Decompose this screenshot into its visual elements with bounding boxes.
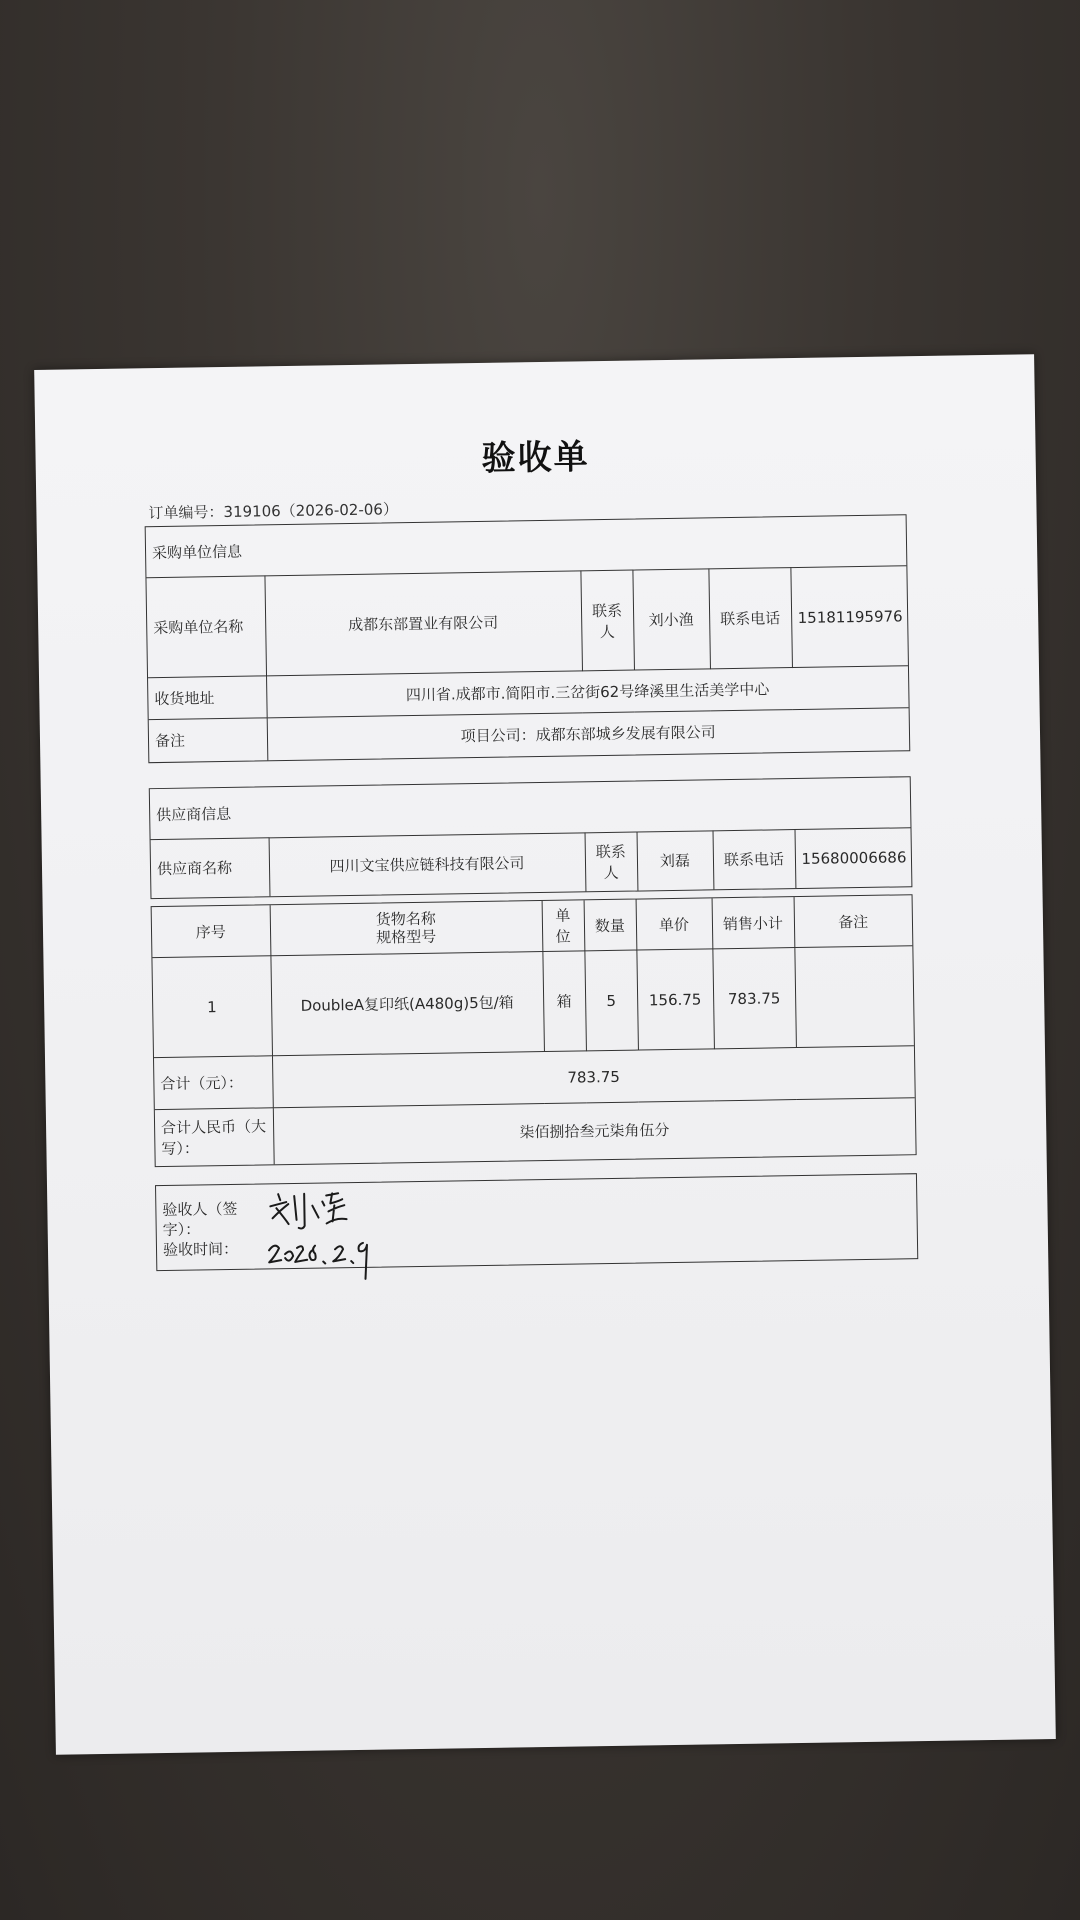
header-price: 单价 <box>636 898 713 950</box>
row-subtotal: 783.75 <box>712 948 796 1049</box>
row-unit: 箱 <box>542 951 586 1052</box>
header-goods-name-line2: 规格型号 <box>375 927 437 947</box>
row-remark <box>794 946 914 1048</box>
buyer-remark-label: 备注 <box>149 718 268 762</box>
total-label: 合计（元）： <box>154 1056 273 1110</box>
acceptance-box <box>155 1173 918 1271</box>
supplier-name-label: 供应商名称 <box>151 838 270 898</box>
header-seq: 序号 <box>152 905 271 957</box>
address-label: 收货地址 <box>148 676 267 720</box>
supplier-info-table <box>149 776 913 898</box>
acceptance-time-label: 验收时间： <box>162 1239 239 1260</box>
buyer-contact-label: 联系人 <box>580 570 634 671</box>
table-row <box>152 946 913 1058</box>
receiver-label-line1: 验收人（签 <box>162 1199 238 1220</box>
row-qty: 5 <box>584 950 638 1051</box>
row-goods-name: DoubleA复印纸(A480g)5包/箱 <box>270 952 544 1056</box>
supplier-phone-label: 联系电话 <box>713 830 796 889</box>
total-cn-amount: 柒佰捌拾叁元柒角伍分 <box>273 1098 916 1164</box>
buyer-section-title: 采购单位信息 <box>146 515 907 577</box>
buyer-name-label: 采购单位名称 <box>146 576 266 678</box>
row-price: 156.75 <box>636 949 714 1050</box>
header-qty: 数量 <box>584 900 637 951</box>
buyer-name: 成都东部置业有限公司 <box>264 571 582 676</box>
header-remark: 备注 <box>794 895 913 947</box>
acceptance-labels <box>162 1199 238 1260</box>
supplier-contact: 刘磊 <box>637 831 714 890</box>
document-title: 验收单 <box>481 437 590 479</box>
signature-date-strokes <box>269 1243 368 1281</box>
header-unit: 单位 <box>542 900 585 951</box>
total-amount: 783.75 <box>272 1046 915 1108</box>
supplier-section-title: 供应商信息 <box>150 777 911 839</box>
acceptance-form-paper <box>34 354 1056 1755</box>
row-seq: 1 <box>152 956 272 1058</box>
header-goods-name <box>270 901 543 956</box>
handwritten-signature <box>266 1183 388 1295</box>
order-number-line <box>148 498 398 523</box>
buyer-phone-label: 联系电话 <box>708 568 792 669</box>
total-cn-row <box>155 1098 916 1166</box>
delivery-address: 四川省.成都市.简阳市.三岔街62号绛溪里生活美学中心 <box>266 666 909 718</box>
order-date: （2026-02-06） <box>280 500 399 521</box>
buyer-info-table <box>145 514 911 762</box>
goods-table <box>151 894 917 1166</box>
signature-name-strokes <box>270 1193 347 1229</box>
order-number-label: 订单编号： <box>148 502 224 523</box>
supplier-contact-label: 联系人 <box>585 832 638 891</box>
header-subtotal: 销售小计 <box>712 897 795 949</box>
receiver-label-line2: 字）： <box>162 1220 201 1240</box>
order-number: 319106 <box>223 502 281 521</box>
buyer-remark: 项目公司：成都东部城乡发展有限公司 <box>267 708 910 760</box>
supplier-phone: 15680006686 <box>794 828 911 888</box>
buyer-phone: 15181195976 <box>790 566 908 668</box>
total-cn-label: 合计人民币（大写）： <box>155 1108 274 1166</box>
supplier-name: 四川文宝供应链科技有限公司 <box>269 833 586 896</box>
header-goods-name-line1: 货物名称 <box>375 909 436 929</box>
buyer-contact: 刘小渔 <box>632 569 710 670</box>
